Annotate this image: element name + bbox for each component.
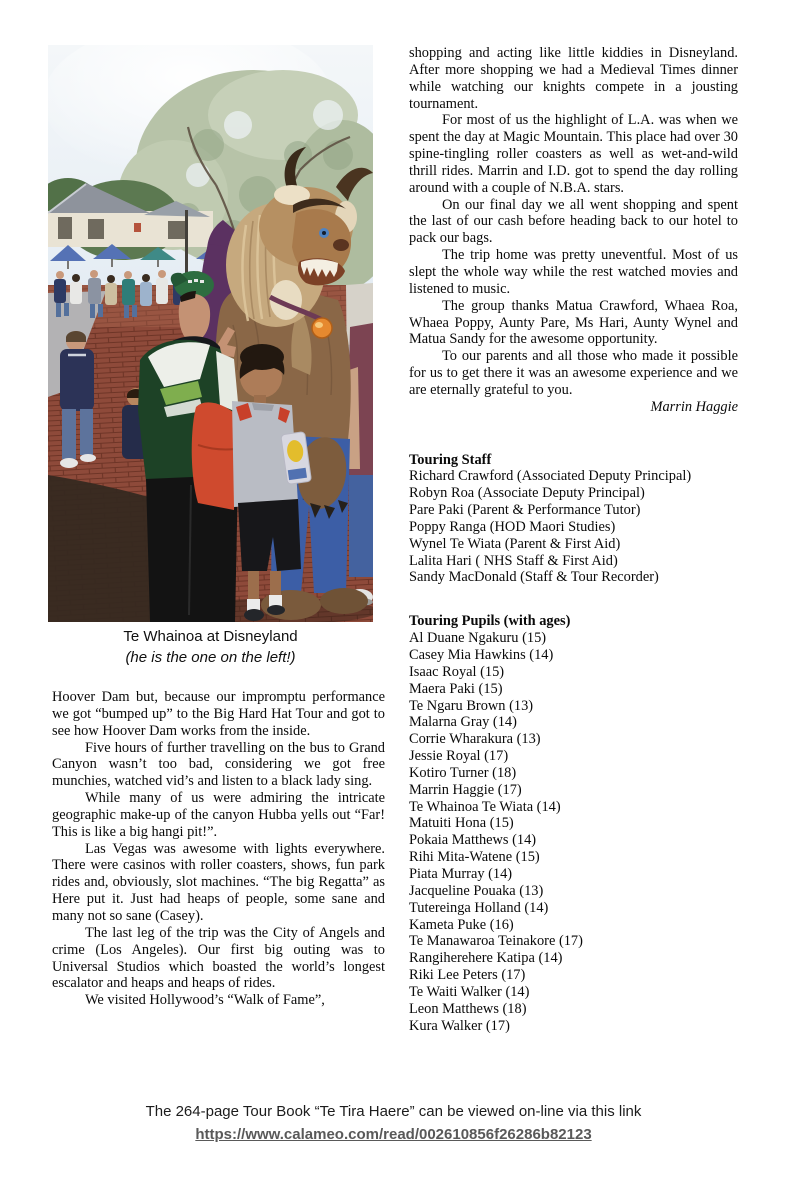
pupil-item: Matuiti Hona (15)	[409, 815, 514, 832]
staff-item: Richard Crawford (Associated Deputy Principal)	[409, 468, 692, 485]
touring-staff-heading: Touring Staff	[409, 451, 492, 468]
pupil-item: Pokaia Matthews (14)	[409, 832, 537, 849]
left-column	[52, 689, 385, 1009]
pupil-item: Kura Walker (17)	[409, 1017, 510, 1034]
paragraph: The group thanks Matua Crawford, Whaea Roa, Whaea Poppy, Aunty Pare, Ms Hari, Aunty Wynel and Matua Sandy for the awesome opportunity.	[409, 297, 738, 348]
paragraph: Las Vegas was awesome with lights everywhere. There were casinos with roller coasters, shows, fun park rides and, obviously, slot machines. “The big Regatta” as Here put it. Just had heaps of people, some sane and many not so sane (Casey).	[52, 840, 385, 924]
staff-item: Pare Paki (Parent & Performance Tutor)	[409, 502, 641, 519]
photo-caption-line1: Te Whainoa at Disneyland	[123, 628, 298, 645]
pupil-item: Te Waiti Walker (14)	[409, 983, 530, 1000]
pupil-item: Leon Matthews (18)	[409, 1000, 527, 1017]
tour-book-link[interactable]: https://www.calameo.com/read/002610856f26286b82123	[195, 1126, 592, 1143]
pupil-item: Te Ngaru Brown (13)	[409, 697, 534, 714]
paragraph: To our parents and all those who made it possible for us to get there it was an awesome experience and we are eternally grateful to you.	[409, 348, 738, 398]
pupil-item: Isaac Royal (15)	[409, 663, 505, 680]
pupil-item: Rangiherehere Katipa (14)	[409, 950, 563, 967]
staff-item: Lalita Hari ( NHS Staff & First Aid)	[409, 552, 618, 569]
touring-staff-list	[409, 468, 738, 586]
pupil-item: Jacqueline Pouaka (13)	[409, 882, 544, 899]
staff-item: Robyn Roa (Associate Deputy Principal)	[409, 485, 645, 502]
paragraph: We visited Hollywood’s “Walk of Fame”,	[85, 992, 325, 1009]
staff-item: Sandy MacDonald (Staff & Tour Recorder)	[409, 569, 659, 586]
byline: Marrin Haggie	[650, 398, 738, 415]
pupil-item: Te Manawaroa Teinakore (17)	[409, 933, 583, 950]
pupil-item: Maera Paki (15)	[409, 680, 503, 697]
pupil-item: Tutereinga Holland (14)	[409, 899, 549, 916]
paragraph: The trip home was pretty uneventful. Most of us slept the whole way while the rest watched movies and listened to music.	[409, 247, 738, 297]
paragraph: Hoover Dam but, because our impromptu performance we got “bumped up” to the Big Hard Hat Tour and got to see how Hoover Dam works from the inside.	[52, 689, 385, 739]
right-column	[409, 45, 738, 1034]
pupil-item: Corrie Wharakura (13)	[409, 731, 541, 748]
footer	[0, 1100, 787, 1146]
paragraph: For most of us the highlight of L.A. was when we spent the day at Magic Mountain. This place had over 30 spine-tingling roller coasters as well as wet-and-wild thrill rides. Marrin and I.D. got to spend the day rolling around with a couple of N.B.A. stars.	[409, 112, 738, 196]
pupil-item: Marrin Haggie (17)	[409, 781, 522, 798]
paragraph: On our final day we all went shopping and spent the last of our cash before heading back to our hotel to pack our bags.	[409, 196, 738, 247]
staff-item: Wynel Te Wiata (Parent & First Aid)	[409, 535, 621, 552]
pupil-item: Kotiro Turner (18)	[409, 764, 517, 781]
pupil-item: Al Duane Ngakuru (15)	[409, 630, 547, 647]
photo-caption-line2: (he is the one on the left!)	[125, 649, 296, 666]
touring-pupils-list	[409, 630, 738, 1034]
footer-text: The 264-page Tour Book “Te Tira Haere” can be viewed on-line via this link	[145, 1103, 642, 1120]
disneyland-photo-illustration	[48, 45, 373, 622]
pupil-item: Rihi Mita-Watene (15)	[409, 849, 540, 866]
pupil-item: Casey Mia Hawkins (14)	[409, 647, 554, 663]
paragraph: shopping and acting like little kiddies in Disneyland. After more shopping we had a Medieval Times dinner while watching our knights compete in a jousting tournament.	[409, 45, 738, 112]
photo-caption	[48, 626, 373, 668]
pupil-item: Te Whainoa Te Wiata (14)	[409, 798, 561, 815]
staff-item: Poppy Ranga (HOD Maori Studies)	[409, 518, 616, 535]
photo-te-whainoa-disneyland	[48, 45, 373, 622]
paragraph: While many of us were admiring the intricate geographic make-up of the canyon Hubba yells out “Far! This is like a big hangi pit!”.	[52, 790, 385, 840]
pupil-item: Kameta Puke (16)	[409, 916, 514, 933]
pupil-item: Malarna Gray (14)	[409, 714, 517, 731]
paragraph: The last leg of the trip was the City of Angels and crime (Los Angeles). Our first big outing was to Universal Studios which boasted the world’s longest escalator and heaps and heaps of rides.	[52, 924, 385, 992]
pupil-item: Riki Lee Peters (17)	[409, 967, 526, 984]
touring-pupils-heading: Touring Pupils (with ages)	[409, 613, 571, 630]
pupil-item: Piata Murray (14)	[409, 865, 513, 882]
pupil-item: Jessie Royal (17)	[409, 748, 509, 765]
paragraph: Five hours of further travelling on the bus to Grand Canyon wasn’t too bad, considering we got free munchies, watched vid’s and listen to a black lady sing.	[52, 739, 385, 790]
